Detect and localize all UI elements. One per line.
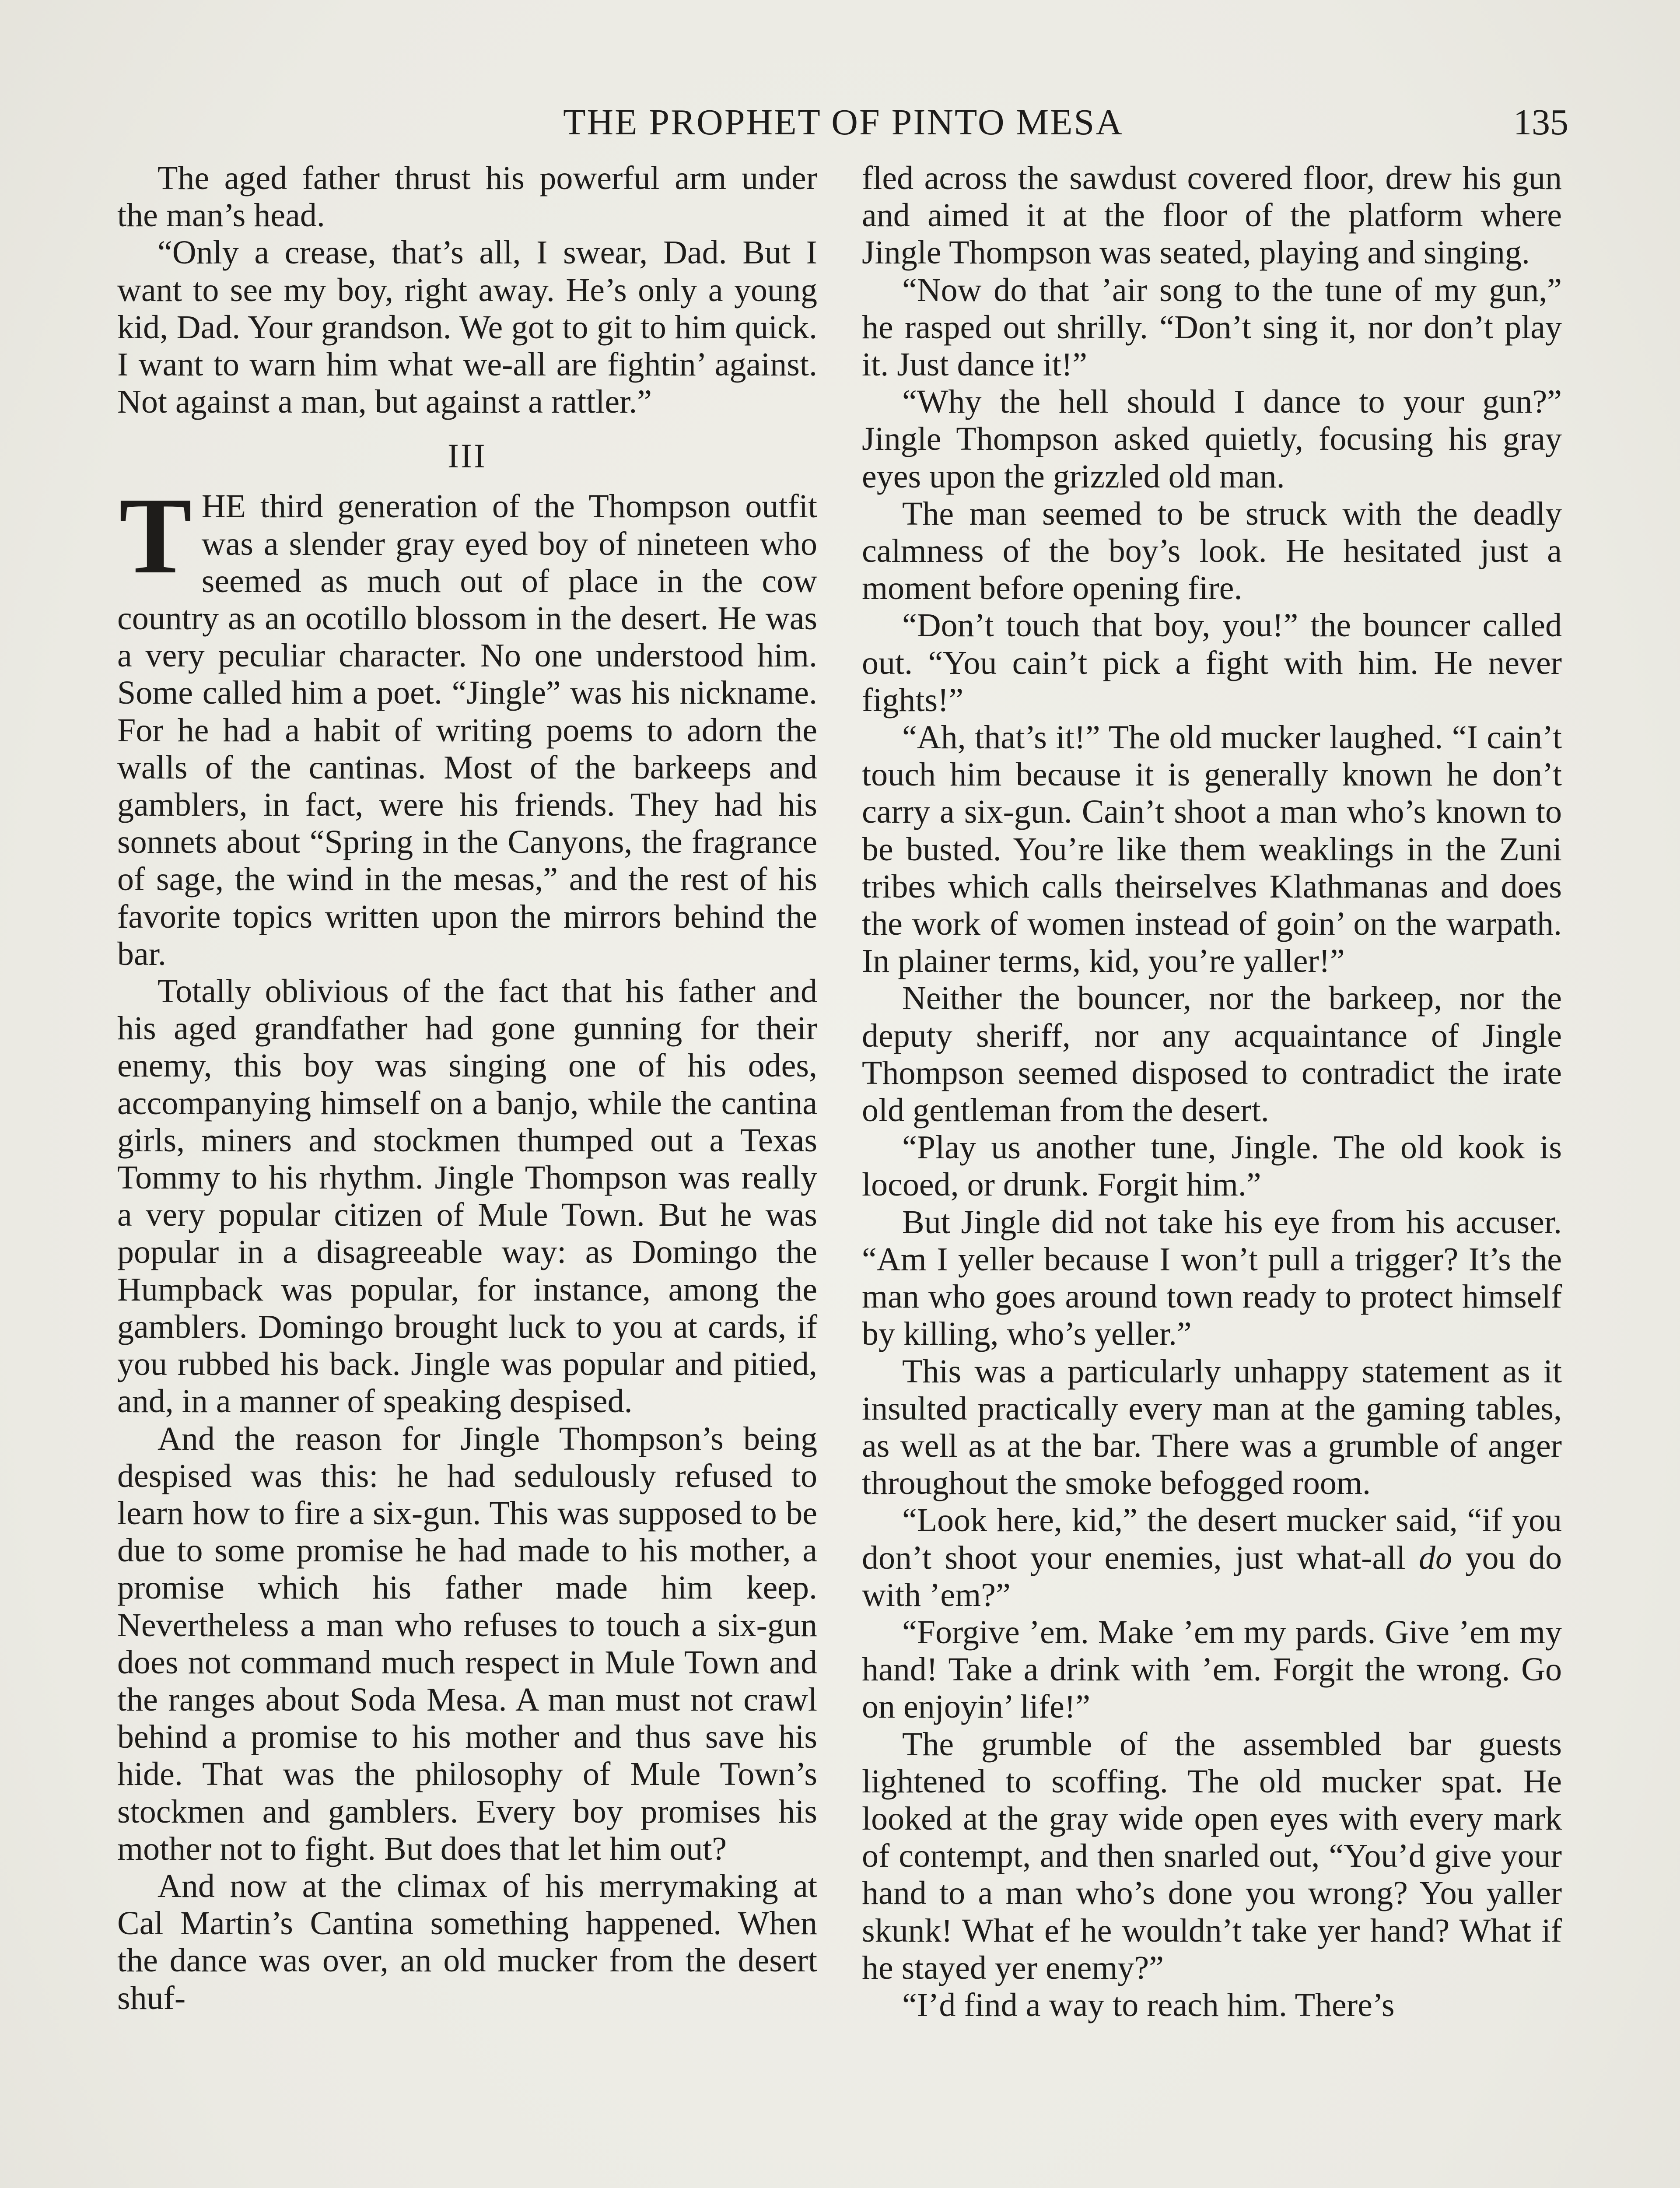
paragraph-text: you do with ’em?” [862, 1539, 1562, 1613]
left-column [117, 160, 817, 2017]
paragraph: fled across the sawdust covered floor, drew his gun and aimed it at the floor of the platform where Jingle Thompson was seated, playing and singing. [862, 160, 1562, 271]
paragraph: Neither the bouncer, nor the barkeep, nor the deputy sheriff, nor any acquaintance of Jingle Thompson seemed disposed to contradict the irate old gentleman from the desert. [862, 980, 1562, 1129]
paragraph: But Jingle did not take his eye from his accuser. “Am I yeller because I won’t pull a trigger? It’s the man who goes around town ready to protect himself by killing, who’s yeller.” [862, 1203, 1562, 1353]
running-head: THE PROPHET OF PINTO MESA [563, 102, 1124, 143]
paragraph: “Forgive ’em. Make ’em my pards. Give ’em my hand! Take a drink with ’em. Forgit the wrong. Go on enjoyin’ life!” [862, 1613, 1562, 1725]
paragraph: “Now do that ’air song to the tune of my gun,” he rasped out shrilly. “Don’t sing it, nor don’t play it. Just dance it!” [862, 271, 1562, 383]
paragraph-text: HE third generation of the Thompson outfit was a slender gray eyed boy of nineteen who seemed as much out of place in the cow country as an ocotillo blossom in the desert. He was a very peculiar character. No one understood him. Some called him a poet. “Jingle” was his nickname. For he had a habit of writing poems to adorn the walls of the cantinas. Most of the barkeeps and gamblers, in fact, were his friends. They had his sonnets about “Spring in the Canyons, the fragrance of sage, the wind in the mesas,” and the rest of his favorite topics written upon the mirrors behind the bar. [117, 488, 817, 972]
paragraph: And the reason for Jingle Thompson’s being despised was this: he had sedulously refused to learn how to fire a six-gun. This was supposed to be due to some promise he had made to his mother, a promise which his father made him keep. Nevertheless a man who refuses to touch a six-gun does not command much respect in Mule Town and the ranges about Soda Mesa. A man must not crawl behind a promise to his mother and thus save his hide. That was the philosophy of Mule Town’s stockmen and gamblers. Every boy promises his mother not to fight. But does that let him out? [117, 1420, 817, 1867]
paragraph: The grumble of the assembled bar guests lightened to scoffing. The old mucker spat. He looked at the gray wide open eyes with every mark of contempt, and then snarled out, “You’d give your hand to a man who’s done you wrong? You yaller skunk! What ef he wouldn’t take yer hand? What if he stayed yer enemy?” [862, 1725, 1562, 1986]
paragraph: The aged father thrust his powerful arm under the man’s head. [117, 160, 817, 234]
section-number: III [448, 437, 487, 475]
paragraph: “I’d find a way to reach him. There’s [902, 1986, 1395, 2023]
drop-cap: T [119, 475, 192, 597]
paragraph: “Play us another tune, Jingle. The old kook is locoed, or drunk. Forgit him.” [862, 1129, 1562, 1203]
paragraph-text: “Look here, kid,” the desert mucker said, “if you don’t shoot your enemies, just what-all [862, 1502, 1562, 1576]
paragraph: And now at the climax of his merrymaking at Cal Martin’s Cantina something happened. When the dance was over, an old mucker from the desert shuf- [117, 1867, 817, 2016]
paragraph: “Ah, that’s it!” The old mucker laughed. “I cain’t touch him because it is generally known he don’t carry a six-gun. Cain’t shoot a man who’s known to be busted. You’re like them weaklings in the Zuni tribes which calls theirselves Klathmanas and does the work of women instead of goin’ on the warpath. In plainer terms, kid, you’re yaller!” [862, 719, 1562, 980]
paragraph [862, 1502, 1562, 1614]
page-number: 135 [1513, 102, 1568, 143]
paragraph: This was a particularly unhappy statement as it insulted practically every man at the gaming tables, as well as at the bar. There was a grumble of anger throughout the smoke befogged room. [862, 1353, 1562, 1502]
paragraph-with-dropcap [117, 475, 817, 973]
emphasis-text: do [1418, 1539, 1452, 1576]
paragraph: “Only a crease, that’s all, I swear, Dad. But I want to see my boy, right away. He’s only a young kid, Dad. Your grandson. We got to git to him quick. I want to warn him what we-all are fightin’ against. Not against a man, but against a rattler.” [117, 234, 817, 421]
page-header [118, 98, 1568, 147]
right-column [862, 160, 1562, 2024]
paragraph: The man seemed to be struck with the deadly calmness of the boy’s look. He hesitated just a moment before opening fire. [862, 495, 1562, 607]
paragraph: “Don’t touch that boy, you!” the bouncer called out. “You cain’t pick a fight with him. He never fights!” [862, 607, 1562, 719]
paragraph: Totally oblivious of the fact that his father and his aged grandfather had gone gunning for their enemy, this boy was singing one of his odes, accompanying himself on a banjo, while the cantina girls, miners and stockmen thumped out a Texas Tommy to his rhythm. Jingle Thompson was really a very popular citizen of Mule Town. But he was popular in a disagreeable way: as Domingo the Humpback was popular, for instance, among the gamblers. Domingo brought luck to you at cards, if you rubbed his back. Jingle was popular and pitied, and, in a manner of speaking despised. [117, 973, 817, 1420]
paragraph: “Why the hell should I dance to your gun?” Jingle Thompson asked quietly, focusing his gray eyes upon the grizzled old man. [862, 383, 1562, 495]
